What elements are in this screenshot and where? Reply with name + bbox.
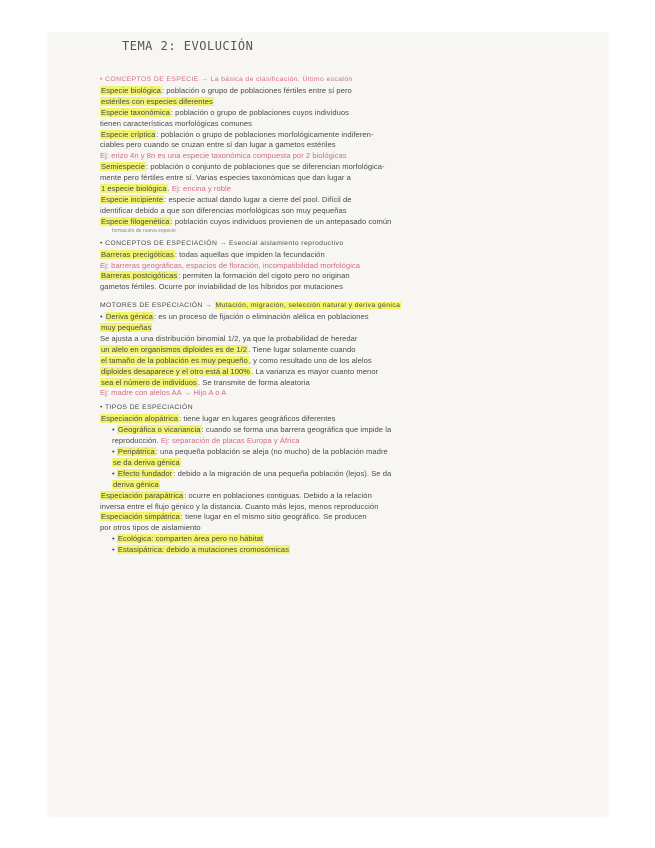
- note-line: inversa entre el flujo génico y la distancia. Cuanto más lejos, menos reproducción: [100, 501, 379, 511]
- note-line: • CONCEPTOS DE ESPECIE → La básica de clasificación. Último escalón: [100, 76, 353, 83]
- note-line: Barreras precigóticas: todas aquellas que impiden la fecundación: [101, 249, 325, 259]
- note-line: Especie taxonómica: población o grupo de poblaciones cuyos individuos: [101, 107, 350, 117]
- note-line: Ej: barreras geográficas, espacios de floración, incompatibilidad morfológica: [100, 260, 361, 270]
- highlighted-text: Mutación, migración, selección natural y deriva génica: [215, 302, 401, 310]
- note-line: mente pero fértiles entre sí. Varias especies taxonómicas que dan lugar a: [100, 173, 351, 183]
- highlighted-text: se da deriva génica: [113, 457, 180, 467]
- note-line: Especie críptica: población o grupo de poblaciones morfológicamente indiferen-: [101, 129, 374, 139]
- note-line: un alelo en organismos diploides es de 1/2. Tiene lugar solamente cuando: [101, 344, 356, 354]
- note-line: ciables pero cuando se cruzan entre sí dan lugar a gametos estériles: [100, 140, 336, 150]
- highlighted-text: Semiespecie: [101, 162, 146, 172]
- highlighted-text: Especie taxonómica: [101, 107, 170, 117]
- highlighted-text: el tamaño de la población es muy pequeño: [101, 355, 248, 365]
- note-line: • Peripátrica: una pequeña población se aleja (no mucho) de la población madre: [112, 447, 388, 456]
- highlighted-text: Ecológica: comparten área pero no hábitat: [117, 534, 264, 544]
- note-line: [100, 323, 582, 334]
- note-line: • Estasipátrica: debido a mutaciones cromosómicas: [112, 545, 290, 555]
- note-line: [100, 458, 582, 469]
- highlighted-text: Peripátrica: [117, 447, 155, 456]
- highlighted-text: Barreras precigóticas: [101, 249, 174, 259]
- notebook-page: [48, 33, 608, 816]
- highlighted-text: deriva génica: [113, 479, 159, 489]
- handwritten-notes: [100, 71, 582, 556]
- note-line: Especie biológica: población o grupo de poblaciones fértiles entre sí pero: [101, 85, 352, 95]
- highlighted-text: sea el número de individuos: [101, 377, 197, 387]
- note-line: • TIPOS DE ESPECIACIÓN: [100, 404, 194, 412]
- note-line: Ej: erizo 4n y 8n es una especie taxonómica compuesta por 2 biológicas: [100, 151, 347, 161]
- note-line: tienen características morfológicas comunes: [100, 118, 252, 128]
- note-line: Especie filogenética: población cuyos individuos provienen de un antepasado común: [101, 216, 392, 226]
- highlighted-text: Geográfica o vicariancia: [117, 425, 201, 435]
- note-line: • CONCEPTOS DE ESPECIACIÓN → Esencial aislamiento reproductivo: [100, 239, 344, 247]
- example-text: Ej: encina y roble: [171, 184, 232, 194]
- note-line: • Deriva génica: es un proceso de fijación o eliminación alélica en poblaciones: [100, 312, 369, 322]
- note-line: el tamaño de la población es muy pequeño, y como resultado uno de los alelos: [101, 355, 372, 365]
- note-line: [100, 480, 582, 491]
- highlighted-text: un alelo en organismos diploides es de 1/2: [101, 344, 248, 354]
- highlighted-text: Deriva génica: [105, 312, 153, 322]
- note-line: formación de nueva especie: [112, 227, 176, 234]
- note-line: MOTORES DE ESPECIACIÓN → Mutación, migración, selección natural y deriva génica: [100, 302, 401, 310]
- note-line: Especiación alopátrica: tiene lugar en lugares geográficos diferentes: [101, 414, 336, 424]
- highlighted-text: Especie filogenética: [101, 216, 170, 226]
- note-line: identificar debido a que son diferencias morfológicas son muy pequeñas: [100, 205, 347, 215]
- highlighted-text: muy pequeñas: [101, 323, 152, 333]
- note-line: [100, 97, 582, 108]
- highlighted-text: Especie incipiente: [101, 194, 164, 204]
- note-line: sea el número de individuos. Se transmite de forma aleatoria: [101, 377, 310, 387]
- highlighted-text: Estasipátrica: debido a mutaciones cromosómicas: [117, 545, 290, 555]
- note-line: diploides desaparece y el otro está al 100%. La varianza es mayor cuanto menor: [101, 366, 379, 376]
- note-line: por otros tipos de aislamiento: [100, 523, 201, 533]
- note-line: • Geográfica o vicariancia: cuando se forma una barrera geográfica que impide la: [112, 425, 392, 435]
- page-title: TEMA 2: EVOLUCIÓN: [122, 39, 254, 53]
- highlighted-text: Especie críptica: [101, 129, 156, 139]
- note-line: • Efecto fundador: debido a la migración de una pequeña población (lejos). Se da: [112, 468, 392, 478]
- highlighted-text: Especiación simpátrica: [101, 512, 180, 522]
- note-line: reproducción. Ej: separación de placas Europa y África: [112, 436, 300, 446]
- note-line: • Ecológica: comparten área pero no hábitat: [112, 534, 264, 544]
- note-line: Especiación simpátrica: tiene lugar en el mismo sitio geográfico. Se producen: [101, 512, 367, 522]
- note-line: Se ajusta a una distribución binomial 1/2, ya que la probabilidad de heredar: [100, 333, 358, 343]
- note-line: gametos fértiles. Ocurre por inviabilidad de los híbridos por mutaciones: [100, 282, 343, 292]
- highlighted-text: Barreras postcigóticas: [101, 271, 178, 281]
- highlighted-text: diploides desaparece y el otro está al 100%: [101, 366, 251, 376]
- highlighted-text: Especiación parapátrica: [101, 490, 184, 500]
- note-line: Especie incipiente: especie actual dando lugar a cierre del pool. Difícil de: [101, 194, 352, 204]
- note-line: Barreras postcigóticas: permiten la formación del cigoto pero no originan: [101, 271, 350, 281]
- note-line: Especiación parapátrica: ocurre en poblaciones contiguas. Debido a la relación: [101, 490, 372, 500]
- highlighted-text: Especie biológica: [101, 85, 161, 95]
- highlighted-text: 1 especie biológica: [101, 184, 167, 194]
- note-line: 1 especie biológica. Ej: encina y roble: [101, 184, 232, 194]
- highlighted-text: estériles con especies diferentes: [101, 96, 213, 106]
- note-line: Ej: madre con alelos AA → Hijo A o A: [100, 388, 227, 398]
- example-text: Ej: separación de placas Europa y África: [160, 436, 300, 446]
- note-line: Semiespecie: población o conjunto de poblaciones que se diferencian morfológica-: [101, 162, 385, 172]
- highlighted-text: Especiación alopátrica: [101, 414, 179, 424]
- highlighted-text: Efecto fundador: [117, 468, 173, 478]
